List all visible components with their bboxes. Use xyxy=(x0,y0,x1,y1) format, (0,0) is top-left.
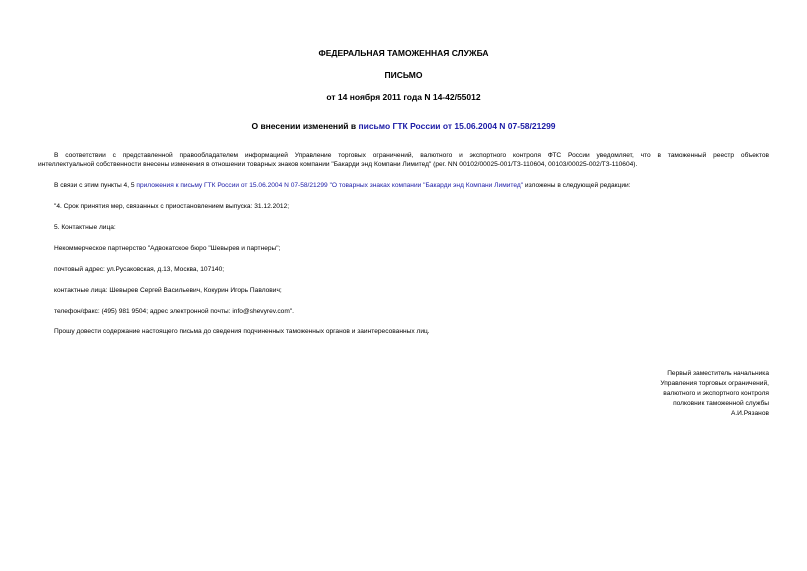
paragraph-8: телефон/факс: (495) 981 9504; адрес электронной почты: info@shevyrev.com". xyxy=(54,308,294,315)
subject-link[interactable]: письмо ГТК России от 15.06.2004 N 07-58/21299 xyxy=(358,121,556,131)
signature-line-2: Управления торговых ограничений, xyxy=(660,380,769,387)
paragraph-1-line-1: В соответствии с представленной правообладателем информацией Управление торговых ограничений, валютного и экспортного контроля ФТС России уведомляет, что в таможенный реестр объектов xyxy=(54,152,769,159)
document-type-heading: ПИСЬМО xyxy=(384,70,423,80)
paragraph-4: 5. Контактные лица: xyxy=(54,224,116,231)
document-date-number: от 14 ноября 2011 года N 14-42/55012 xyxy=(326,92,481,102)
trademark-title-link[interactable]: "О товарных знаках компании "Бакарди энд Компани Лимитед" xyxy=(327,182,524,189)
agency-heading: ФЕДЕРАЛЬНАЯ ТАМОЖЕННАЯ СЛУЖБА xyxy=(318,48,489,58)
paragraph-6: почтовый адрес: ул.Русаковская, д.13, Москва, 107140; xyxy=(54,266,225,273)
signature-line-3: валютного и экспортного контроля xyxy=(663,390,769,397)
signature-name: А.И.Рязанов xyxy=(730,410,769,417)
signature-line-1: Первый заместитель начальника xyxy=(667,370,769,377)
subject-prefix: О внесении изменений в xyxy=(251,121,359,131)
paragraph-2 xyxy=(54,181,631,190)
paragraph-3: "4. Срок принятия мер, связанных с приостановлением выпуска: 31.12.2012; xyxy=(54,203,290,210)
paragraph-5: Некоммерческое партнерство "Адвокатское бюро "Шевырев и партнеры"; xyxy=(54,245,281,252)
paragraph-2-suffix: изложены в следующей редакции: xyxy=(523,182,631,189)
paragraph-1-line-2: интеллектуальной собственности внесены изменения в отношении товарных знаков компании "Бакарди энд Компани Лимитед" (рег. NN 00102/00025-001/ТЗ-110604, 00103/00025-002/ТЗ-110604). xyxy=(38,161,638,168)
paragraph-7: контактные лица: Шевырев Сергей Васильевич, Кокурин Игорь Павлович; xyxy=(54,287,282,294)
appendix-link[interactable]: приложения к письму ГТК России от 15.06.2004 N 07-58/21299 xyxy=(136,182,328,189)
paragraph-9: Прошу довести содержание настоящего письма до сведения подчиненных таможенных органов и заинтересованных лиц. xyxy=(54,328,430,335)
paragraph-2-prefix: В связи с этим пункты 4, 5 xyxy=(54,182,137,189)
document-subject xyxy=(0,121,807,131)
signature-line-4: полковник таможенной службы xyxy=(673,400,769,407)
